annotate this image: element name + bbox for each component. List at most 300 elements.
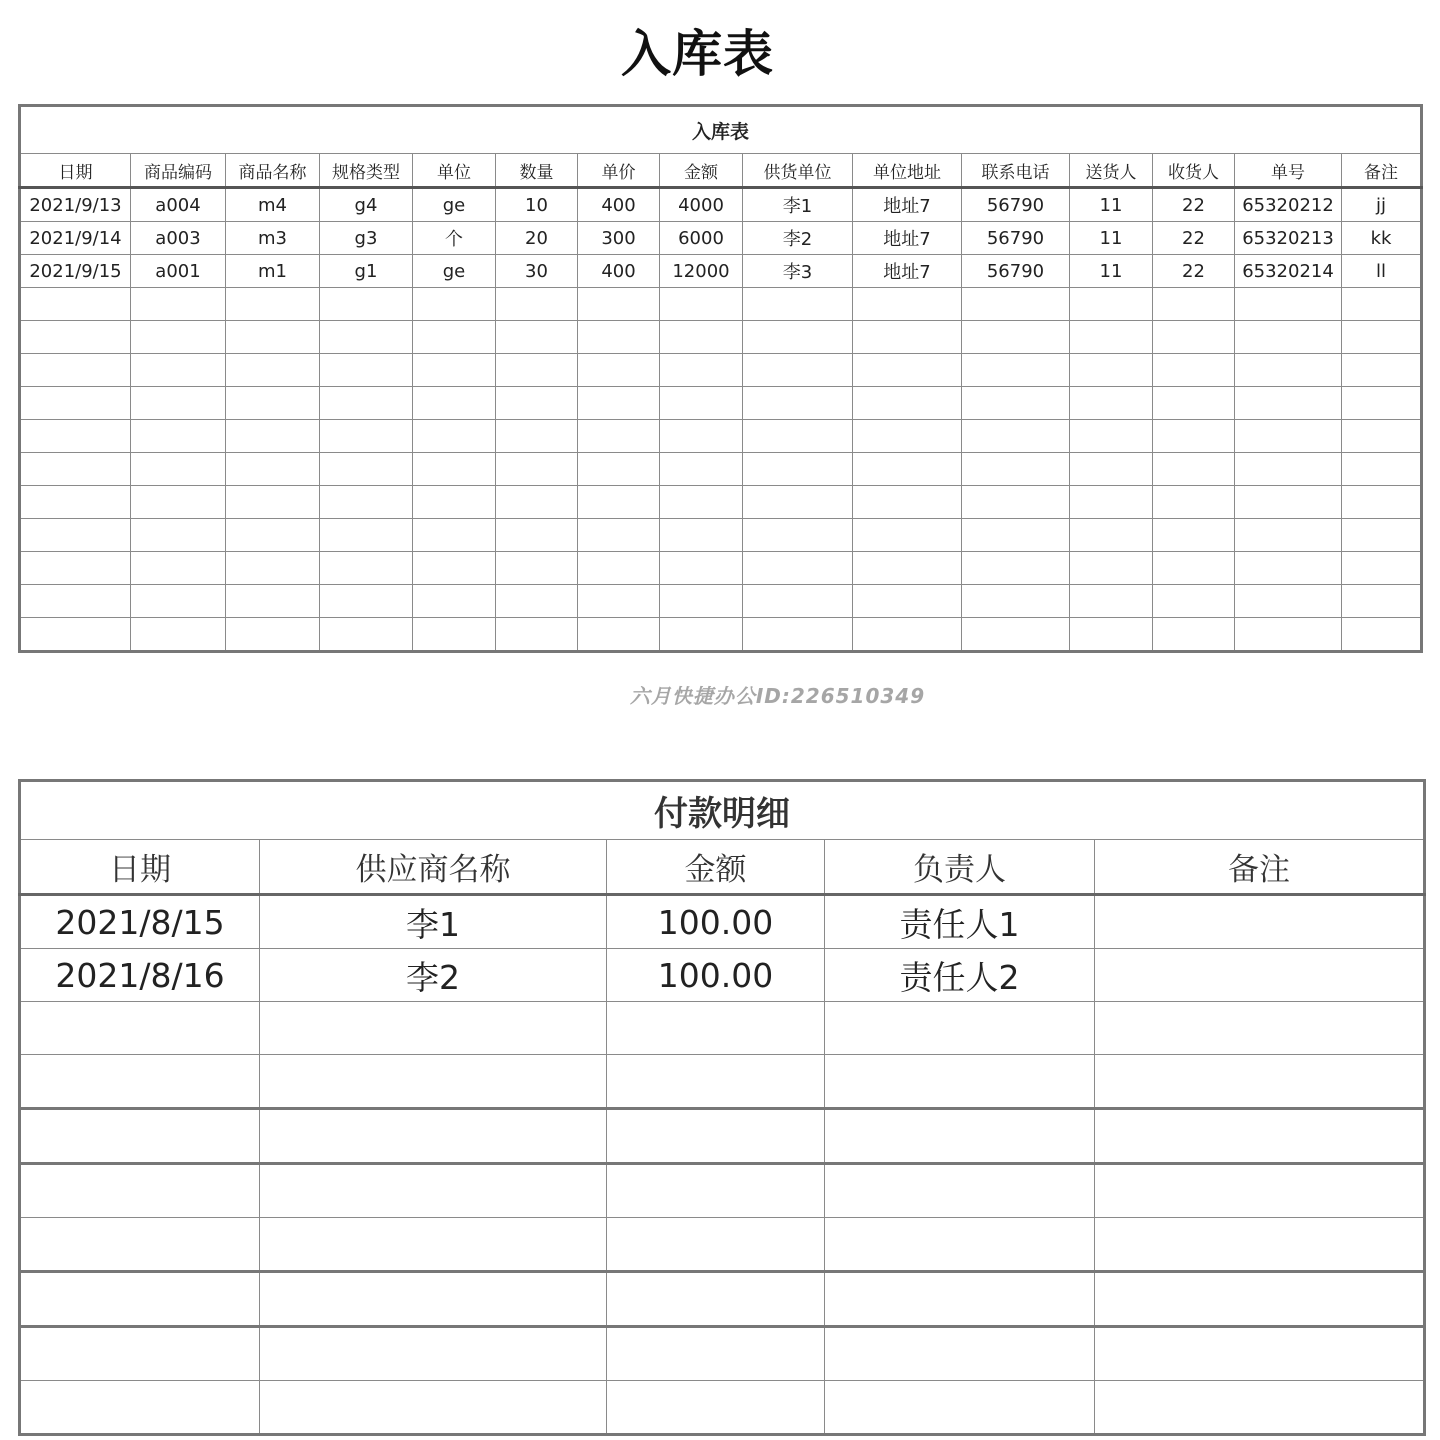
table-cell[interactable] [131, 420, 226, 453]
table-cell[interactable] [131, 585, 226, 618]
table-cell[interactable] [1342, 387, 1422, 420]
table-cell[interactable]: 责任人2 [825, 949, 1095, 1002]
table-cell[interactable] [962, 519, 1070, 552]
payment-column-header: 负责人 [825, 840, 1095, 895]
table-cell[interactable] [1153, 288, 1235, 321]
table-cell[interactable] [131, 618, 226, 652]
table-cell[interactable] [607, 1164, 825, 1218]
table-cell[interactable] [20, 1055, 260, 1109]
table-cell[interactable] [1070, 387, 1153, 420]
table-cell[interactable] [578, 519, 660, 552]
table-cell[interactable] [131, 552, 226, 585]
table-cell[interactable] [962, 618, 1070, 652]
table-cell[interactable] [260, 1164, 607, 1218]
table-cell[interactable] [660, 288, 743, 321]
table-cell[interactable] [1235, 321, 1342, 354]
table-cell[interactable] [413, 552, 496, 585]
table-cell[interactable] [743, 618, 853, 652]
table-cell[interactable] [413, 321, 496, 354]
table-cell[interactable] [1153, 453, 1235, 486]
table-cell[interactable] [743, 453, 853, 486]
empty-table-row [20, 486, 1422, 519]
table-cell[interactable] [1095, 1109, 1425, 1164]
table-cell[interactable] [1153, 486, 1235, 519]
table-cell[interactable] [413, 387, 496, 420]
table-cell[interactable] [607, 1109, 825, 1164]
table-cell[interactable]: 65320213 [1235, 222, 1342, 255]
table-cell[interactable] [320, 354, 413, 387]
table-cell[interactable] [1070, 354, 1153, 387]
table-cell[interactable] [260, 1381, 607, 1435]
inbound-column-header: 金额 [660, 154, 743, 188]
table-cell[interactable]: 2021/9/13 [20, 188, 131, 222]
table-cell[interactable] [1070, 519, 1153, 552]
table-cell[interactable] [1095, 1055, 1425, 1109]
table-cell[interactable] [660, 354, 743, 387]
table-cell[interactable] [1095, 1327, 1425, 1381]
empty-table-row [20, 354, 1422, 387]
table-cell[interactable] [1342, 486, 1422, 519]
table-cell[interactable] [20, 1272, 260, 1327]
table-cell[interactable] [743, 321, 853, 354]
payment-column-header: 日期 [20, 840, 260, 895]
table-cell[interactable] [578, 354, 660, 387]
table-cell[interactable] [1342, 420, 1422, 453]
table-cell[interactable] [743, 387, 853, 420]
table-cell[interactable] [1153, 387, 1235, 420]
table-cell[interactable] [578, 288, 660, 321]
payment-table [18, 779, 1426, 1436]
table-cell[interactable] [1342, 453, 1422, 486]
table-cell[interactable] [578, 585, 660, 618]
table-cell[interactable] [660, 321, 743, 354]
table-cell[interactable] [226, 453, 320, 486]
table-cell[interactable]: jj [1342, 188, 1422, 222]
table-cell[interactable] [20, 354, 131, 387]
table-cell[interactable] [20, 288, 131, 321]
inbound-column-header: 送货人 [1070, 154, 1153, 188]
table-cell[interactable] [1095, 1002, 1425, 1055]
table-cell[interactable] [743, 420, 853, 453]
table-cell[interactable] [260, 1272, 607, 1327]
table-cell[interactable] [320, 486, 413, 519]
table-cell[interactable] [660, 420, 743, 453]
table-cell[interactable] [320, 585, 413, 618]
table-cell[interactable] [962, 288, 1070, 321]
table-cell[interactable]: 2021/8/15 [20, 895, 260, 949]
table-cell[interactable] [578, 486, 660, 519]
table-cell[interactable] [825, 1327, 1095, 1381]
table-cell[interactable] [962, 453, 1070, 486]
table-cell[interactable]: 地址7 [853, 255, 962, 288]
table-cell[interactable] [743, 585, 853, 618]
table-cell[interactable] [20, 585, 131, 618]
table-cell[interactable] [1342, 519, 1422, 552]
table-cell[interactable] [1342, 321, 1422, 354]
table-cell[interactable] [496, 453, 578, 486]
table-cell[interactable]: 22 [1153, 255, 1235, 288]
table-cell[interactable] [131, 519, 226, 552]
table-cell[interactable] [1070, 486, 1153, 519]
table-cell[interactable] [578, 453, 660, 486]
table-cell[interactable] [496, 585, 578, 618]
table-cell[interactable]: 100.00 [607, 895, 825, 949]
table-cell[interactable] [226, 519, 320, 552]
table-cell[interactable] [743, 552, 853, 585]
table-cell[interactable] [1235, 585, 1342, 618]
table-cell[interactable] [260, 1327, 607, 1381]
table-cell[interactable]: 地址7 [853, 222, 962, 255]
table-cell[interactable]: g4 [320, 188, 413, 222]
table-cell[interactable] [1153, 618, 1235, 652]
inbound-table [18, 104, 1423, 653]
table-cell[interactable] [962, 552, 1070, 585]
table-cell[interactable] [962, 585, 1070, 618]
table-cell[interactable] [413, 486, 496, 519]
table-cell[interactable] [825, 1272, 1095, 1327]
table-cell[interactable] [1342, 354, 1422, 387]
table-cell[interactable] [1153, 585, 1235, 618]
table-cell[interactable] [962, 354, 1070, 387]
table-cell[interactable] [853, 585, 962, 618]
table-cell[interactable] [20, 321, 131, 354]
table-cell[interactable]: g1 [320, 255, 413, 288]
table-cell[interactable] [607, 1381, 825, 1435]
table-cell[interactable] [1235, 387, 1342, 420]
table-row [20, 895, 1425, 949]
empty-table-row [20, 1164, 1425, 1218]
table-cell[interactable]: 56790 [962, 255, 1070, 288]
inbound-column-header: 单号 [1235, 154, 1342, 188]
table-cell[interactable] [607, 1272, 825, 1327]
table-cell[interactable]: 2021/9/14 [20, 222, 131, 255]
table-cell[interactable] [1095, 1272, 1425, 1327]
table-cell[interactable] [496, 354, 578, 387]
table-cell[interactable]: 11 [1070, 255, 1153, 288]
table-cell[interactable] [1095, 1218, 1425, 1272]
empty-table-row [20, 288, 1422, 321]
table-cell[interactable]: 10 [496, 188, 578, 222]
table-cell[interactable]: 4000 [660, 188, 743, 222]
table-cell[interactable] [20, 1381, 260, 1435]
empty-table-row [20, 321, 1422, 354]
table-cell[interactable] [660, 486, 743, 519]
table-cell[interactable] [1070, 288, 1153, 321]
table-cell[interactable]: kk [1342, 222, 1422, 255]
empty-table-row [20, 1327, 1425, 1381]
table-cell[interactable] [226, 618, 320, 652]
table-cell[interactable] [1153, 519, 1235, 552]
table-cell[interactable]: 6000 [660, 222, 743, 255]
table-cell[interactable]: 22 [1153, 222, 1235, 255]
table-cell[interactable] [20, 618, 131, 652]
table-cell[interactable] [226, 552, 320, 585]
table-row [20, 255, 1422, 288]
table-cell[interactable] [413, 453, 496, 486]
empty-table-row [20, 1055, 1425, 1109]
table-cell[interactable] [853, 486, 962, 519]
table-cell[interactable] [660, 618, 743, 652]
table-cell[interactable] [962, 486, 1070, 519]
empty-table-row [20, 585, 1422, 618]
table-cell[interactable] [20, 420, 131, 453]
table-cell[interactable] [1153, 321, 1235, 354]
table-cell[interactable]: 65320214 [1235, 255, 1342, 288]
table-cell[interactable] [962, 387, 1070, 420]
table-cell[interactable] [496, 420, 578, 453]
table-cell[interactable] [1235, 486, 1342, 519]
table-cell[interactable] [496, 519, 578, 552]
table-cell[interactable] [226, 387, 320, 420]
table-cell[interactable] [578, 618, 660, 652]
table-cell[interactable] [1070, 453, 1153, 486]
inbound-column-header: 日期 [20, 154, 131, 188]
table-cell[interactable] [20, 486, 131, 519]
table-cell[interactable] [413, 618, 496, 652]
empty-table-row [20, 1218, 1425, 1272]
table-cell[interactable] [496, 618, 578, 652]
table-cell[interactable] [413, 354, 496, 387]
table-cell[interactable]: a001 [131, 255, 226, 288]
empty-table-row [20, 1109, 1425, 1164]
table-cell[interactable] [226, 585, 320, 618]
table-cell[interactable] [743, 519, 853, 552]
table-cell[interactable] [962, 321, 1070, 354]
table-cell[interactable] [743, 288, 853, 321]
table-cell[interactable] [20, 519, 131, 552]
table-cell[interactable] [20, 552, 131, 585]
table-cell[interactable] [853, 387, 962, 420]
table-cell[interactable]: 个 [413, 222, 496, 255]
table-cell[interactable] [1153, 354, 1235, 387]
table-cell[interactable]: 李1 [260, 895, 607, 949]
inbound-column-header: 供货单位 [743, 154, 853, 188]
table-cell[interactable] [20, 1218, 260, 1272]
table-cell[interactable] [825, 1218, 1095, 1272]
table-cell[interactable]: a003 [131, 222, 226, 255]
table-row [20, 949, 1425, 1002]
table-cell[interactable] [1070, 618, 1153, 652]
table-cell[interactable] [743, 354, 853, 387]
table-cell[interactable] [320, 453, 413, 486]
table-cell[interactable] [131, 453, 226, 486]
table-cell[interactable] [20, 1002, 260, 1055]
table-cell[interactable] [1235, 288, 1342, 321]
table-cell[interactable] [320, 519, 413, 552]
table-cell[interactable] [496, 321, 578, 354]
table-cell[interactable] [743, 486, 853, 519]
table-cell[interactable] [20, 1327, 260, 1381]
table-cell[interactable] [578, 321, 660, 354]
table-cell[interactable]: 李2 [743, 222, 853, 255]
table-cell[interactable] [1095, 949, 1425, 1002]
table-cell[interactable] [413, 420, 496, 453]
table-cell[interactable] [1095, 895, 1425, 949]
table-cell[interactable]: ll [1342, 255, 1422, 288]
table-cell[interactable] [1235, 453, 1342, 486]
table-cell[interactable]: 65320212 [1235, 188, 1342, 222]
table-cell[interactable] [1342, 585, 1422, 618]
table-cell[interactable] [131, 321, 226, 354]
table-cell[interactable] [825, 1164, 1095, 1218]
table-cell[interactable] [131, 387, 226, 420]
table-cell[interactable] [260, 1109, 607, 1164]
table-cell[interactable] [226, 288, 320, 321]
table-cell[interactable]: m1 [226, 255, 320, 288]
table-cell[interactable] [131, 486, 226, 519]
table-cell[interactable] [320, 420, 413, 453]
table-cell[interactable] [496, 288, 578, 321]
table-cell[interactable] [20, 387, 131, 420]
table-cell[interactable] [413, 288, 496, 321]
table-cell[interactable] [853, 552, 962, 585]
table-cell[interactable] [660, 453, 743, 486]
empty-table-row [20, 1381, 1425, 1435]
table-cell[interactable] [1070, 585, 1153, 618]
table-cell[interactable]: 20 [496, 222, 578, 255]
inbound-header-row [20, 154, 1422, 188]
table-cell[interactable]: 李1 [743, 188, 853, 222]
inbound-column-header: 数量 [496, 154, 578, 188]
payment-column-header: 备注 [1095, 840, 1425, 895]
table-cell[interactable] [226, 321, 320, 354]
table-cell[interactable]: 22 [1153, 188, 1235, 222]
table-cell[interactable]: 11 [1070, 188, 1153, 222]
page-title: 入库表 [621, 24, 774, 83]
empty-table-row [20, 1002, 1425, 1055]
table-cell[interactable] [1095, 1164, 1425, 1218]
table-cell[interactable] [131, 288, 226, 321]
table-cell[interactable] [607, 1327, 825, 1381]
table-cell[interactable] [578, 420, 660, 453]
inbound-column-header: 单位 [413, 154, 496, 188]
table-cell[interactable] [607, 1218, 825, 1272]
table-cell[interactable]: 100.00 [607, 949, 825, 1002]
table-cell[interactable] [660, 552, 743, 585]
inbound-column-header: 备注 [1342, 154, 1422, 188]
inbound-table-caption: 入库表 [20, 106, 1422, 154]
table-cell[interactable]: 责任人1 [825, 895, 1095, 949]
empty-table-row [20, 420, 1422, 453]
table-cell[interactable] [131, 354, 226, 387]
table-cell[interactable] [578, 387, 660, 420]
table-cell[interactable] [320, 618, 413, 652]
table-cell[interactable]: g3 [320, 222, 413, 255]
table-cell[interactable] [1235, 519, 1342, 552]
table-cell[interactable]: 400 [578, 255, 660, 288]
table-cell[interactable] [578, 552, 660, 585]
table-cell[interactable] [1153, 420, 1235, 453]
table-cell[interactable]: 56790 [962, 222, 1070, 255]
table-cell[interactable] [1070, 420, 1153, 453]
table-cell[interactable] [853, 288, 962, 321]
table-cell[interactable] [260, 1218, 607, 1272]
table-cell[interactable] [320, 288, 413, 321]
table-cell[interactable] [1342, 288, 1422, 321]
table-cell[interactable] [226, 420, 320, 453]
table-cell[interactable] [413, 519, 496, 552]
table-cell[interactable]: a004 [131, 188, 226, 222]
table-cell[interactable] [1153, 552, 1235, 585]
table-row [20, 188, 1422, 222]
table-cell[interactable]: ge [413, 255, 496, 288]
table-cell[interactable] [660, 585, 743, 618]
table-cell[interactable] [413, 585, 496, 618]
table-cell[interactable] [1070, 552, 1153, 585]
table-cell[interactable] [320, 552, 413, 585]
table-cell[interactable] [1342, 618, 1422, 652]
table-cell[interactable] [660, 519, 743, 552]
table-cell[interactable] [962, 420, 1070, 453]
inbound-column-header: 单位地址 [853, 154, 962, 188]
table-cell[interactable]: ge [413, 188, 496, 222]
table-cell[interactable] [825, 1055, 1095, 1109]
table-cell[interactable] [496, 387, 578, 420]
table-cell[interactable] [1235, 354, 1342, 387]
table-cell[interactable] [825, 1002, 1095, 1055]
table-cell[interactable] [853, 354, 962, 387]
table-cell[interactable] [607, 1002, 825, 1055]
table-cell[interactable] [607, 1055, 825, 1109]
table-cell[interactable]: m3 [226, 222, 320, 255]
table-cell[interactable] [853, 453, 962, 486]
table-cell[interactable] [1235, 552, 1342, 585]
payment-column-header: 金额 [607, 840, 825, 895]
table-cell[interactable]: m4 [226, 188, 320, 222]
table-cell[interactable]: 李3 [743, 255, 853, 288]
table-cell[interactable]: 30 [496, 255, 578, 288]
table-cell[interactable] [1235, 420, 1342, 453]
table-cell[interactable] [226, 486, 320, 519]
empty-table-row [20, 387, 1422, 420]
table-cell[interactable] [496, 552, 578, 585]
table-cell[interactable] [825, 1109, 1095, 1164]
table-cell[interactable]: 李2 [260, 949, 607, 1002]
table-cell[interactable] [853, 321, 962, 354]
table-cell[interactable] [320, 321, 413, 354]
table-cell[interactable] [1342, 552, 1422, 585]
table-cell[interactable] [226, 354, 320, 387]
table-cell[interactable] [853, 420, 962, 453]
table-cell[interactable] [1235, 618, 1342, 652]
table-cell[interactable] [853, 618, 962, 652]
table-cell[interactable] [1095, 1381, 1425, 1435]
table-cell[interactable] [320, 387, 413, 420]
table-cell[interactable] [20, 1164, 260, 1218]
table-cell[interactable] [825, 1381, 1095, 1435]
table-cell[interactable]: 12000 [660, 255, 743, 288]
watermark: 六月快捷办公ID:226510349 [629, 684, 926, 708]
table-cell[interactable]: 56790 [962, 188, 1070, 222]
table-cell[interactable]: 400 [578, 188, 660, 222]
table-cell[interactable] [260, 1002, 607, 1055]
inbound-column-header: 联系电话 [962, 154, 1070, 188]
table-cell[interactable]: 300 [578, 222, 660, 255]
table-cell[interactable]: 2021/8/16 [20, 949, 260, 1002]
table-cell[interactable] [1070, 321, 1153, 354]
table-cell[interactable] [853, 519, 962, 552]
table-cell[interactable]: 11 [1070, 222, 1153, 255]
table-cell[interactable] [496, 486, 578, 519]
table-row [20, 222, 1422, 255]
table-cell[interactable] [20, 453, 131, 486]
table-cell[interactable]: 地址7 [853, 188, 962, 222]
table-cell[interactable] [20, 1109, 260, 1164]
table-cell[interactable] [660, 387, 743, 420]
inbound-column-header: 商品名称 [226, 154, 320, 188]
table-cell[interactable]: 2021/9/15 [20, 255, 131, 288]
table-cell[interactable] [260, 1055, 607, 1109]
